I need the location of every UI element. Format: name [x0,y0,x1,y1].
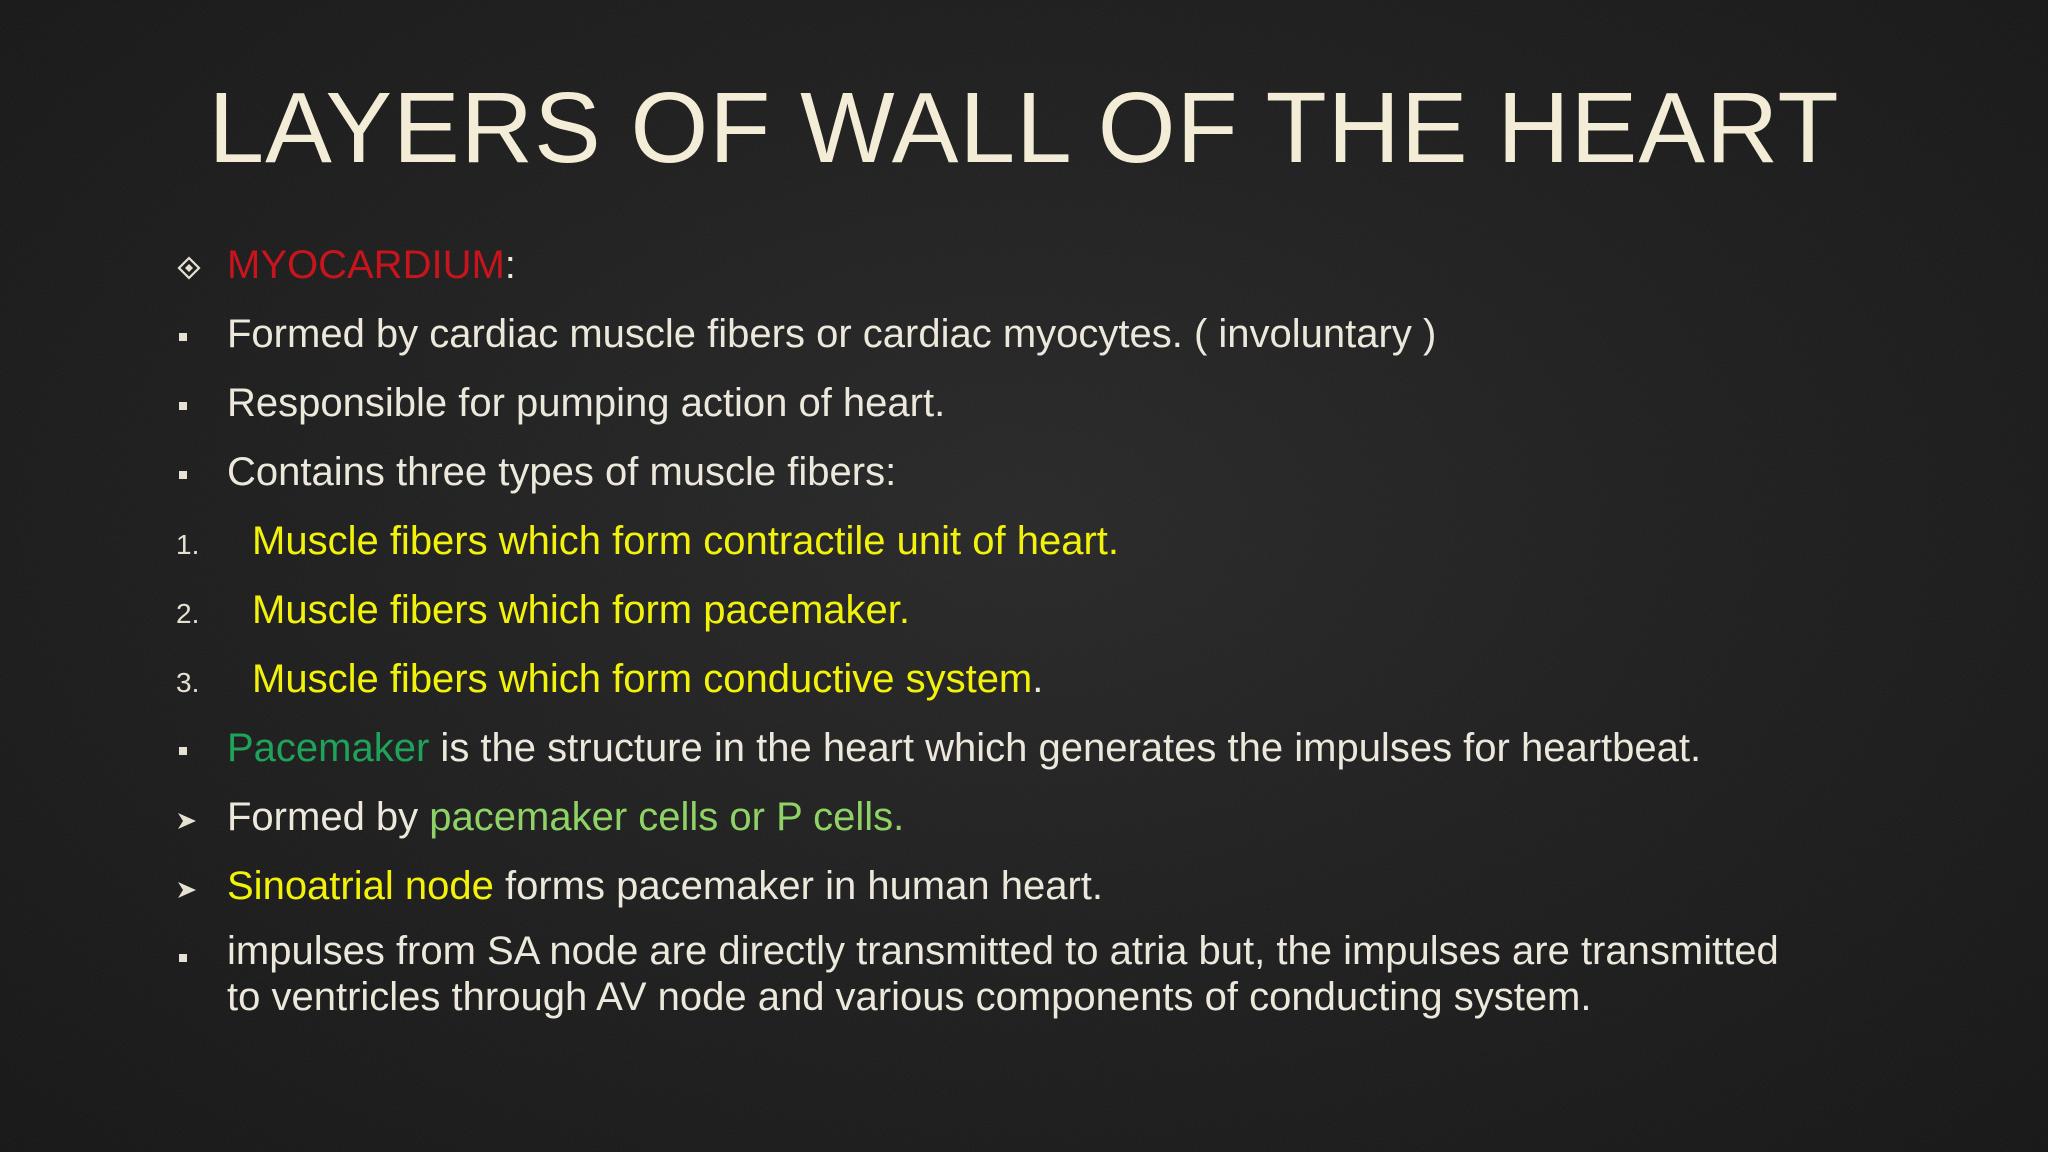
bullet-line [0,374,2048,434]
square-bullet-icon [176,719,216,779]
heading-line [0,236,2048,296]
diamond-bullet-icon [176,236,216,296]
slide-title: LAYERS OF WALL OF THE HEART [208,72,1840,184]
impulses-paragraph: impulses from SA node are directly transmitted to atria but, the impulses are transmitted to ventricles through AV node and various components of conducting system. [227,929,1779,1019]
numbered-text: Muscle fibers which form conductive system. [252,657,1044,701]
bullet-text: Formed by cardiac muscle fibers or cardiac myocytes. ( involuntary ) [227,312,1437,356]
arrowhead-bullet-icon [176,857,216,917]
numbered-text: Muscle fibers which form pacemaker. [252,588,911,632]
bullet-text: Contains three types of muscle fibers: [227,450,897,494]
number-label: 3. [176,667,200,698]
bullet-line [0,443,2048,503]
pacemaker-term: Pacemaker [227,726,430,770]
heading-colon: : [504,243,516,287]
myocardium-term: MYOCARDIUM [227,243,505,287]
arrow-line [0,857,2048,917]
sa-node-term: Sinoatrial node [227,864,494,908]
sa-node-text: Sinoatrial node forms pacemaker in human heart. [227,864,1104,908]
square-bullet-icon [176,926,216,986]
numbered-text: Muscle fibers which form contractile unit of heart. [252,519,1120,563]
square-bullet-icon [176,305,216,365]
square-bullet-icon [176,374,216,434]
bullet-line [0,305,2048,365]
arrowhead-bullet-icon [176,788,216,848]
numbered-item [0,650,2048,710]
bullet-text: Responsible for pumping action of heart. [227,381,946,425]
number-label: 1. [176,529,200,560]
number-label: 2. [176,598,200,629]
numbered-item [0,512,2048,572]
heading-text [227,240,516,290]
square-bullet-icon [176,443,216,503]
formed-by-text: Formed by pacemaker cells or P cells. [227,795,905,839]
pacemaker-text: Pacemaker is the structure in the heart which generates the impulses for heartbeat. [227,726,1702,770]
bullet-line [0,719,2048,779]
arrow-line [0,788,2048,848]
p-cells-term: pacemaker cells or P cells. [429,795,905,839]
numbered-item [0,581,2048,641]
